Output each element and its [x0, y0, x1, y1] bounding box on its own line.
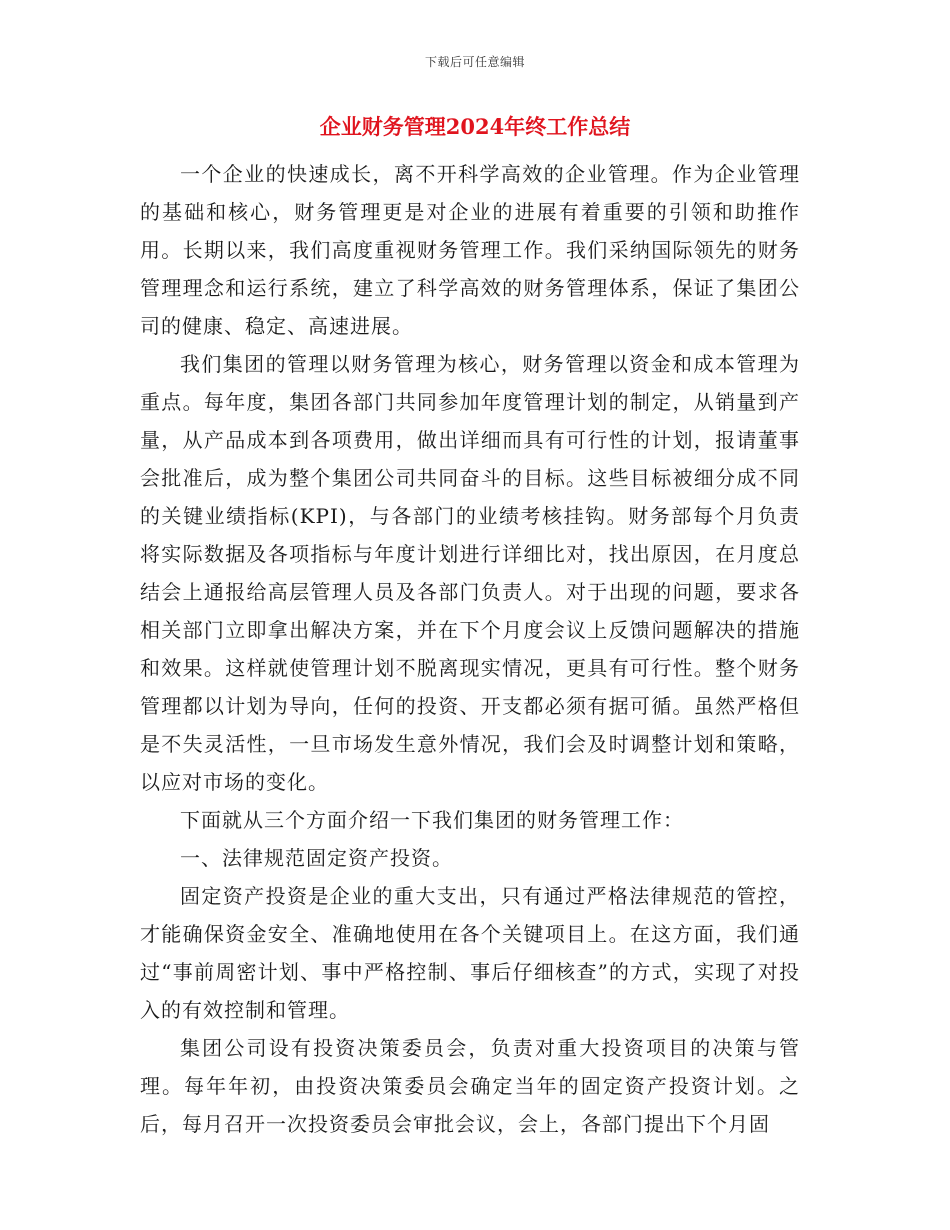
document-title: 企业财务管理2024年终工作总结 — [319, 114, 631, 139]
paragraph: 我们集团的管理以财务管理为核心，财务管理以资金和成本管理为重点。每年度，集团各部门共同参加年度管理计划的制定，从销量到产量，从产品成本到各项费用，做出详细而具有可行性的计划，报请董事会批准后，成为整个集团公司共同奋斗的目标。这些目标被细分成不同的关键业绩指标(KPI)，与各部门的业绩考核挂钩。财务部每个月负责将实际数据及各项指标与年度计划进行详细比对，找出原因，在月度总结会上通报给高层管理人员及各部门负责人。对于出现的问题，要求各相关部门立即拿出解决方案，并在下个月度会议上反馈问题解决的措施和效果。这样就使管理计划不脱离现实情况，更具有可行性。整个财务管理都以计划为导向，任何的投资、开支都必须有据可循。虽然严格但是不失灵活性，一旦市场发生意外情况，我们会及时调整计划和策略，以应对市场的变化。 — [140, 352, 800, 794]
section-heading: 一、法律规范固定资产投资。 — [180, 846, 453, 870]
header-note: 下载后可任意编辑 — [424, 55, 525, 69]
document-body — [140, 155, 800, 1143]
paragraph: 固定资产投资是企业的重大支出，只有通过严格法律规范的管控，才能确保资金安全、准确地使用在各个关键项目上。在这方面，我们通过“事前周密计划、事中严格控制、事后仔细核查”的方式，实现了对投入的有效控制和管理。 — [140, 884, 800, 1022]
paragraph: 下面就从三个方面介绍一下我们集团的财务管理工作： — [180, 808, 684, 832]
paragraph: 一个企业的快速成长，离不开科学高效的企业管理。作为企业管理的基础和核心，财务管理更是对企业的进展有着重要的引领和助推作用。长期以来，我们高度重视财务管理工作。我们采纳国际领先的财务管理理念和运行系统，建立了科学高效的财务管理体系，保证了集团公司的健康、稳定、高速进展。 — [140, 162, 800, 338]
paragraph: 集团公司设有投资决策委员会，负责对重大投资项目的决策与管理。每年年初，由投资决策委员会确定当年的固定资产投资计划。之后，每月召开一次投资委员会审批会议，会上，各部门提出下个月固 — [140, 1036, 800, 1136]
